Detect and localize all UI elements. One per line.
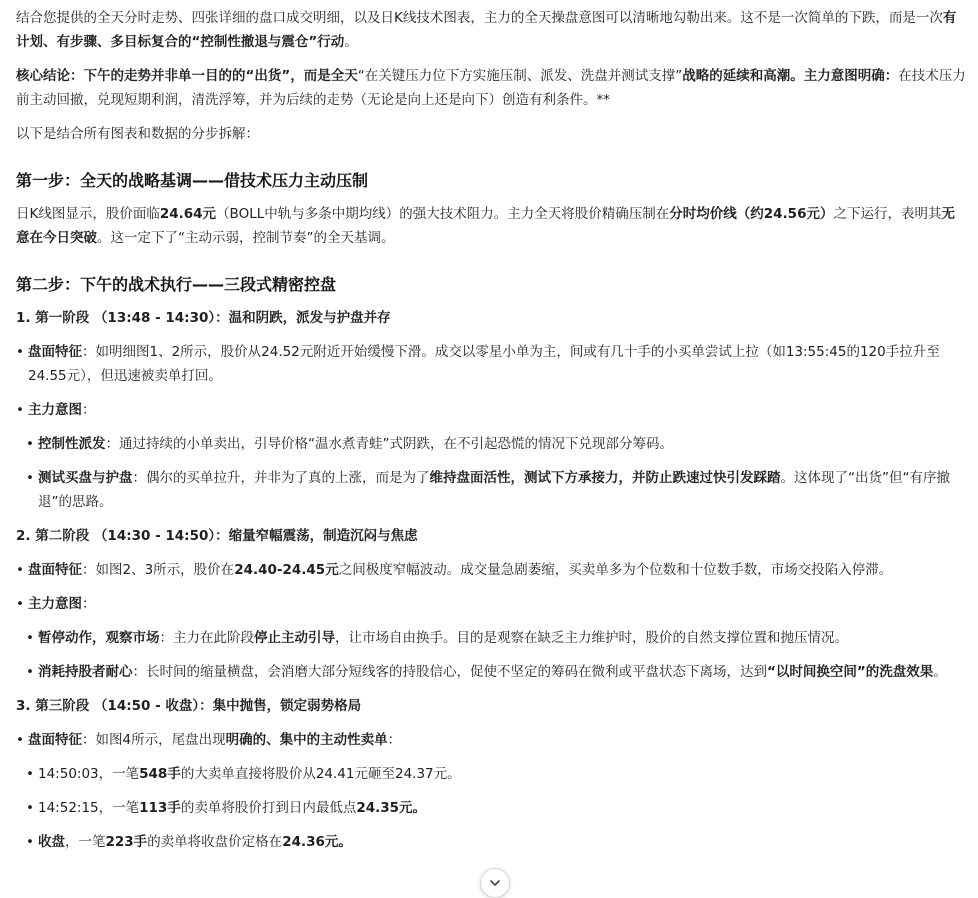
bullet: • [16, 596, 24, 612]
bullet: • [26, 436, 34, 452]
lead-text: 以下是结合所有图表和数据的分步拆解： [16, 126, 259, 142]
phase3-title: 3. 第三阶段 （14:50 - 收盘）：集中抛售，锁定弱势格局 [16, 698, 362, 714]
step2-heading: 第二步：下午的战术执行——三段式精密控盘 [16, 275, 337, 294]
bullet: • [26, 766, 34, 782]
bullet: • [26, 800, 34, 816]
bullet: • [26, 470, 34, 486]
bullet: • [16, 562, 24, 578]
step1-heading: 第一步：全天的战略基调——借技术压力主动压制 [16, 171, 369, 190]
list-item: • 盘面特征：如明细图1、2所示，股价从24.52元附近开始缓慢下滑。成交以零星小单为主，间或有几十手的小买单尝试上拉（如13:55:45的120手拉升至24.55元），但迅速被卖单打回。 [16, 340, 968, 388]
intro-paragraph: 结合您提供的全天分时走势、四张详细的盘口成交明细，以及日K线技术图表，主力的全天操盘意图可以清晰地勾勒出来。这不是一次简单的下跌，而是一次有计划、有步骤、多目标复合的“控制性撤退与震仓”行动。 [16, 10, 957, 50]
bullet: • [16, 732, 24, 748]
list-item: • 消耗持股者耐心：长时间的缩量横盘，会消磨大部分短线客的持股信心，促使不坚定的筹码在微利或平盘状态下离场，达到“以时间换空间”的洗盘效果。 [16, 660, 968, 684]
list-item: • 主力意图： [16, 592, 968, 616]
scroll-down-button[interactable] [480, 868, 510, 898]
bullet: • [26, 834, 34, 850]
bullet: • [16, 344, 24, 360]
list-item: • 14:52:15，一笔113手的卖单将股价打到日内最低点24.35元。 [16, 796, 968, 820]
list-item: • 测试买盘与护盘：偶尔的买单拉升，并非为了真的上涨，而是为了维持盘面活性，测试下方承接力，并防止跌速过快引发踩踏。这体现了“出货”但“有序撤退”的思路。 [16, 466, 968, 514]
phase2-title: 2. 第二阶段 （14:30 - 14:50）：缩量窄幅震荡，制造沉闷与焦虑 [16, 528, 418, 544]
article [16, 6, 968, 864]
list-item: • 14:50:03，一笔548手的大卖单直接将股价从24.41元砸至24.37元。 [16, 762, 968, 786]
list-item: • 主力意图： [16, 398, 968, 422]
bullet: • [16, 402, 24, 418]
bullet: • [26, 630, 34, 646]
list-item: • 收盘，一笔223手的卖单将收盘价定格在24.36元。 [16, 830, 968, 854]
bullet: • [26, 664, 34, 680]
list-item: • 盘面特征：如图4所示，尾盘出现明确的、集中的主动性卖单： [16, 728, 968, 752]
step1-paragraph: 日K线图显示，股价面临24.64元（BOLL中轨与多条中期均线）的强大技术阻力。主力全天将股价精确压制在分时均价线（约24.56元）之下运行，表明其无意在今日突破。这一定下了“主动示弱，控制节奏”的全天基调。 [16, 206, 955, 246]
phase1-title: 1. 第一阶段 （13:48 - 14:30）：温和阴跌，派发与护盘并存 [16, 310, 391, 326]
list-item: • 盘面特征：如图2、3所示，股价在24.40-24.45元之间极度窄幅波动。成交量急剧萎缩，买卖单多为个位数和十位数手数，市场交投陷入停滞。 [16, 558, 968, 582]
list-item: • 控制性派发：通过持续的小单卖出，引导价格“温水煮青蛙”式阴跌，在不引起恐慌的情况下兑现部分筹码。 [16, 432, 968, 456]
list-item: • 暂停动作，观察市场：主力在此阶段停止主动引导，让市场自由换手。目的是观察在缺乏主力维护时，股价的自然支撑位置和抛压情况。 [16, 626, 968, 650]
conclusion-paragraph: 核心结论：下午的走势并非单一目的的“出货”，而是全天“在关键压力位下方实施压制、派发、洗盘并测试支撑”战略的延续和高潮。主力意图明确：在技术压力前主动回撤，兑现短期利润，清洗浮筹，并为后续的走势（无论是向上还是向下）创造有利条件。** [16, 68, 966, 108]
